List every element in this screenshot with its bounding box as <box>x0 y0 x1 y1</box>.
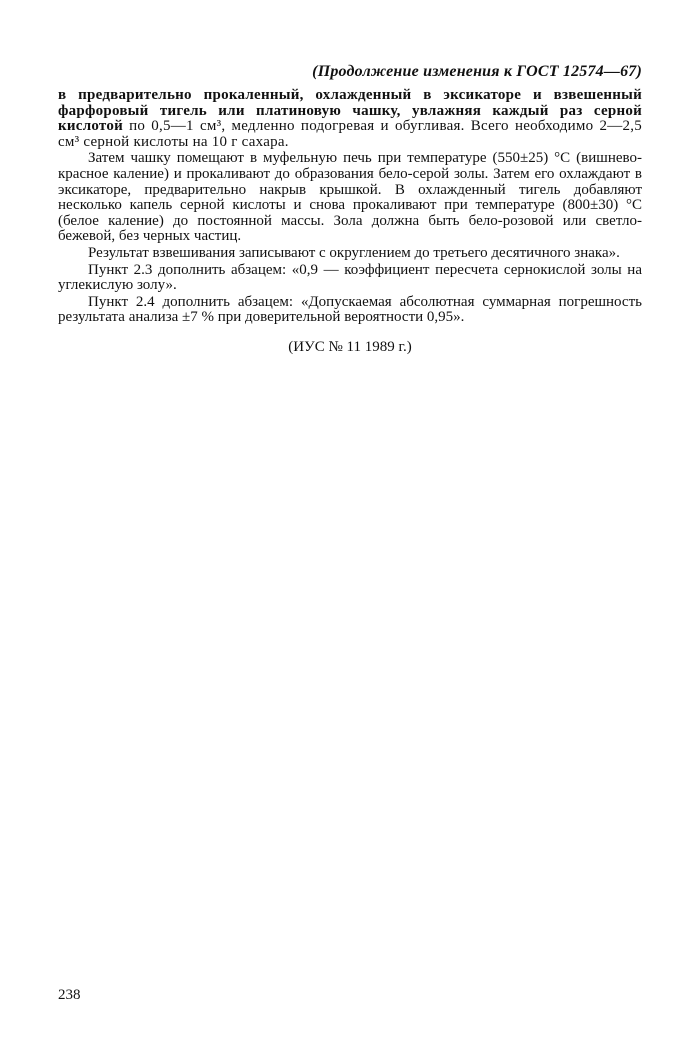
document-body <box>58 88 642 326</box>
paragraph-4: Пункт 2.3 дополнить абзацем: «0,9 — коэффициент пересчета сернокислой золы на углекислую золу». <box>58 261 642 294</box>
paragraph-1-rest: по 0,5—1 см³, медленно подогревая и обугливая. Всего необходимо 2—2,5 см³ серной кислоты на 10 г сахара. <box>58 118 642 150</box>
paragraph-3: Результат взвешивания записывают с округлением до третьего десятичного знака». <box>88 244 620 261</box>
paragraph-5: Пункт 2.4 дополнить абзацем: «Допускаемая абсолютная суммарная погрешность результата анализа ±7 % при доверительной вероятности 0,95». <box>58 293 642 326</box>
paragraph-1 <box>58 88 642 150</box>
page-number: 238 <box>58 987 81 1003</box>
paragraph-1-bold-part: в предварительно прокаленный, охлажденный в эксикаторе и взвешенный фарфоровый тигель или платиновую чашку, увлажняя каждый раз серной кислотой <box>58 87 642 135</box>
citation: (ИУС № 11 1989 г.) <box>288 339 412 355</box>
page-header: (Продолжение изменения к ГОСТ 12574—67) <box>312 63 642 80</box>
paragraph-2: Затем чашку помещают в муфельную печь при температуре (550±25) °С (вишнево-красное каление) и прокаливают до образования бело-серой золы. Затем его охлаждают в эксикаторе, предварительно накрыв крышкой. В охлажденный тигель добавляют несколько капель серной кислоты и снова прокаливают при температуре (800±30) °С (белое каление) до постоянной массы. Зола должна быть бело-розовой или светло-бежевой, без черных частиц. <box>58 150 642 245</box>
